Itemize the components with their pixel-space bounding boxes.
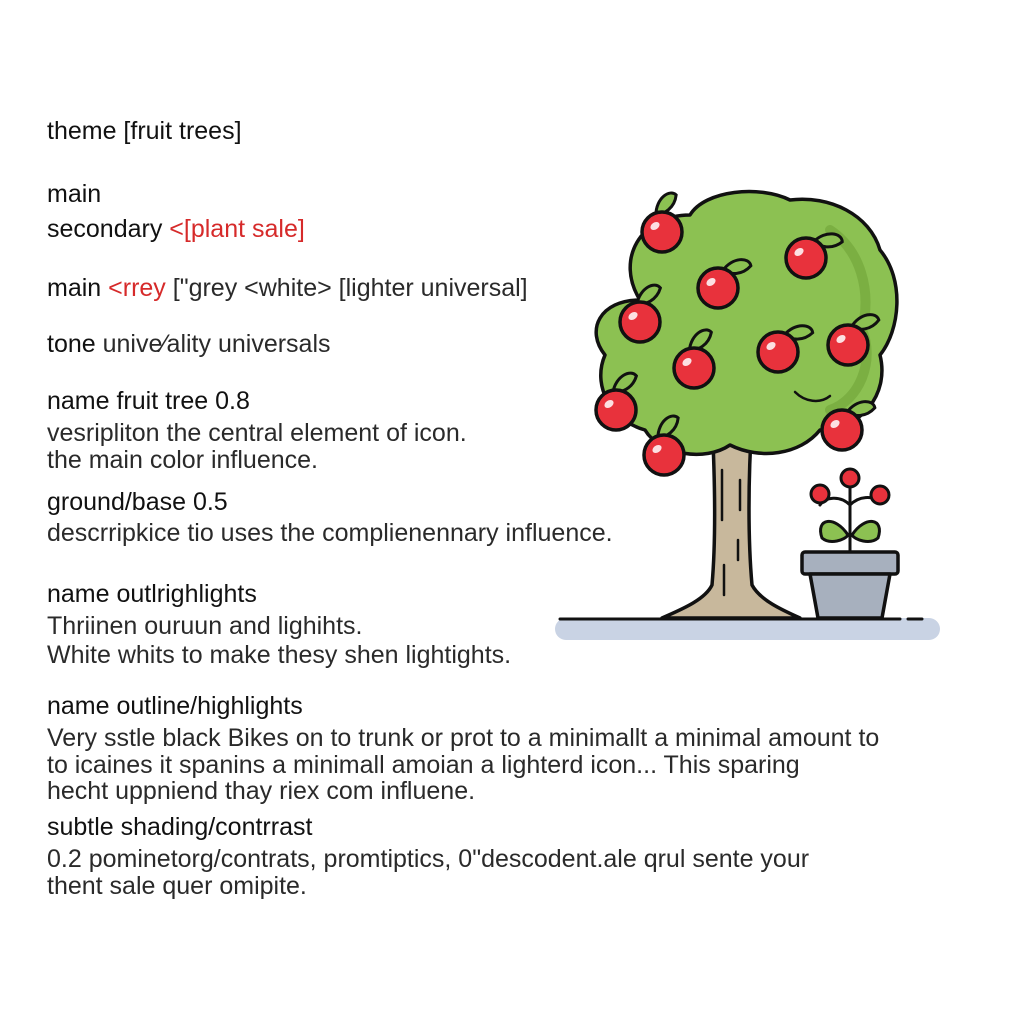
secondary-line: [47, 217, 305, 242]
desc-4b: to icaines it spanins a minimall amoian a lighterd icon... This sparing: [47, 751, 800, 779]
fruit-tree-illustration: [550, 180, 950, 650]
apple-1: [642, 191, 682, 252]
main-grey-accent: <rrey: [108, 274, 166, 302]
potted-plant-icon: [802, 469, 898, 618]
main-grey-line: [47, 276, 528, 301]
tone-label: tone: [47, 330, 103, 358]
tone-line: [47, 332, 331, 357]
main-grey-rest: ["grey <white> [lighter universal]: [165, 274, 528, 302]
theme-line: theme [fruit trees]: [47, 117, 242, 145]
name-outline: name outline/highlights: [47, 692, 303, 720]
tone-rest: unive⁄ality universals: [102, 330, 331, 358]
main-line: main: [47, 180, 102, 208]
desc-4a: Very sstle black Bikes on to trunk or prot to a minimallt a minimal amount to: [47, 724, 880, 752]
desc-3a: Thriinen ouruun and lighihts.: [47, 612, 363, 640]
ground-base: ground/base 0.5: [47, 488, 228, 516]
subtle-shading: subtle shading/contrrast: [47, 813, 313, 841]
ground-line: [555, 618, 940, 640]
desc-3b: White whits to make thesy shen lightights.: [47, 641, 512, 669]
name-outl: name outlrighlights: [47, 580, 257, 608]
desc-5b: thent sale quer omipite.: [47, 872, 307, 900]
secondary-accent: <[plant sale]: [169, 215, 305, 243]
desc-2: descrripkice tio uses the complienennary influence.: [47, 519, 613, 547]
desc-4c: hecht uppniend thay riex com influene.: [47, 777, 476, 805]
apple-4: [620, 284, 663, 342]
desc-1b: the main color influence.: [47, 446, 318, 474]
secondary-label: secondary: [47, 215, 170, 243]
name-fruit-tree: name fruit tree 0.8: [47, 387, 250, 415]
desc-1a: vesripliton the central element of icon.: [47, 419, 467, 447]
desc-5a: 0.2 pominetorg/contrats, promtiptics, 0"descodent.ale qrul sente your: [47, 845, 810, 873]
main-grey-label: main: [47, 274, 109, 302]
